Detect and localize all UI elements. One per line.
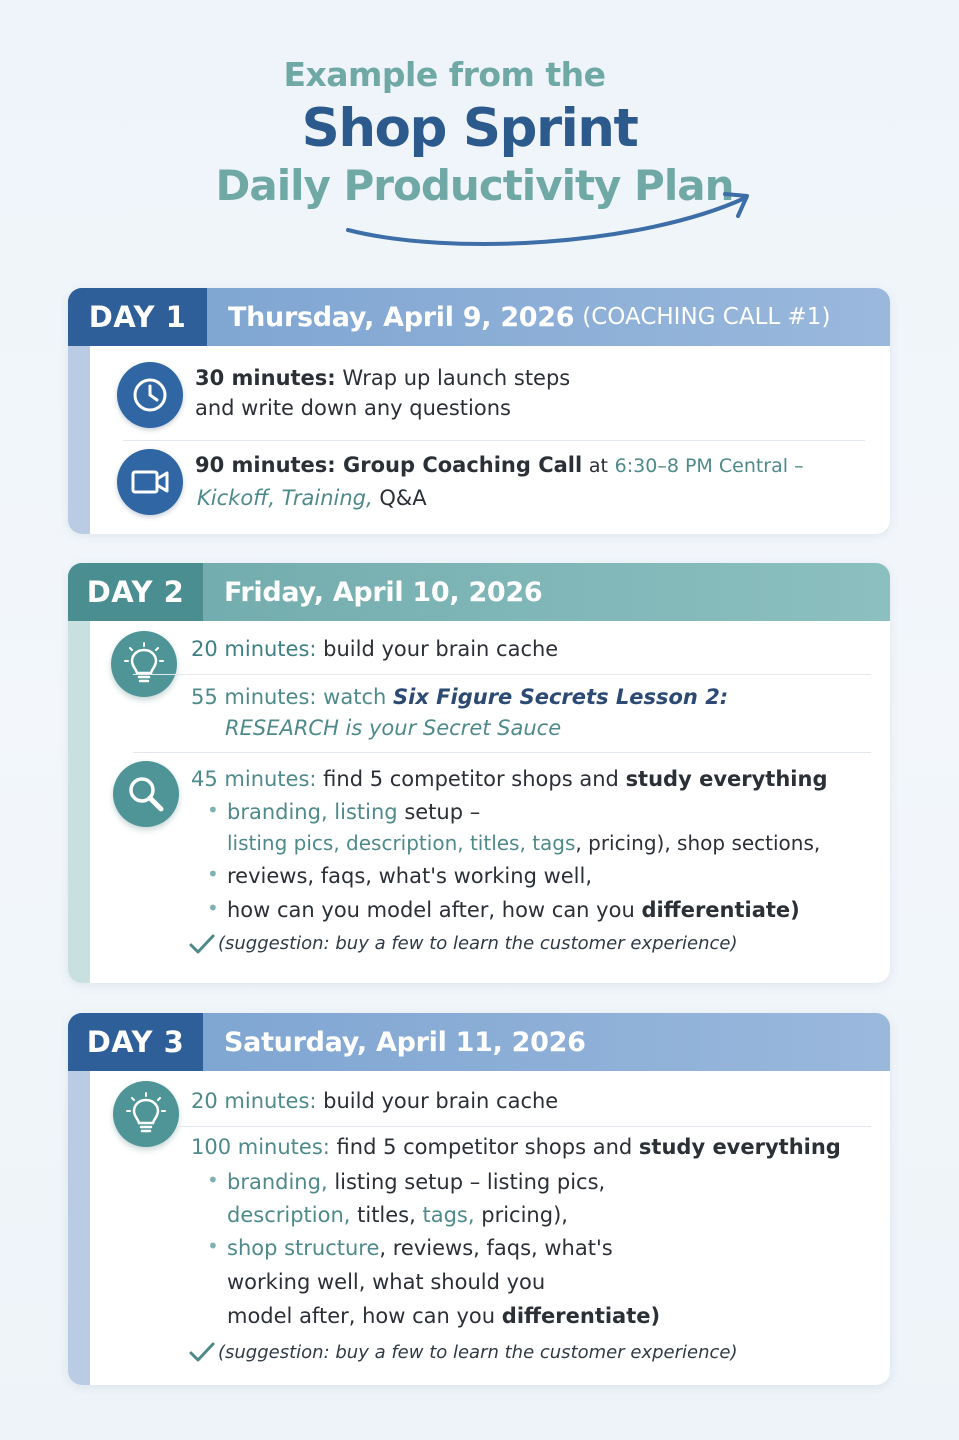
bullet-text: model after, how can you (227, 1304, 496, 1328)
day-3-bullet-1-line-a (227, 1167, 605, 1197)
day-2-date: Friday, April 10, 2026 (224, 576, 543, 608)
bullet-text: how can you model after, how can you (227, 898, 635, 922)
lightbulb-icon (113, 1081, 179, 1147)
task-text: build your brain cache (323, 1089, 559, 1113)
duration: 20 minutes: (191, 1089, 317, 1113)
title-line-1: Example from the (283, 55, 606, 94)
divider (123, 440, 865, 441)
day-1-date-text: Thursday, April 9, 2026 (228, 301, 575, 333)
at-text: at (588, 455, 608, 477)
duration: 30 minutes: (195, 366, 336, 390)
video-camera-icon (117, 449, 183, 515)
day-2-card (68, 563, 890, 983)
checkmark-icon (188, 933, 216, 957)
lesson-title: Six Figure Secrets Lesson 2: (393, 685, 729, 709)
day-3-bullet-2-line-c (227, 1301, 660, 1331)
bullet-teal: description, (227, 1203, 351, 1227)
day-2-bullet-2: reviews, faqs, what's working well, (227, 864, 593, 888)
day-2-bullet-1-line-a (227, 797, 480, 827)
call-time: 6:30–8 PM Central – (614, 455, 804, 477)
bullet-teal: branding, (227, 1170, 328, 1194)
day-3-suggestion: (suggestion: buy a few to learn the customer experience) (218, 1342, 738, 1363)
clock-icon (117, 362, 183, 428)
day-3-label: DAY 3 (68, 1013, 203, 1071)
title-line-3: Daily Productivity Plan (215, 161, 734, 210)
swoosh-arrow-icon (340, 186, 760, 256)
task-text: find 5 competitor shops and (323, 767, 619, 791)
bullet-dot: • (207, 1234, 219, 1258)
title-line-2: Shop Sprint (301, 98, 638, 159)
call-topics-end: Q&A (379, 486, 427, 510)
day-1-header (68, 288, 890, 346)
bullet-dot: • (207, 862, 219, 886)
day-3-date: Saturday, April 11, 2026 (224, 1026, 586, 1058)
day-2-bullet-1-line-b (227, 828, 820, 858)
bullet-dot: • (207, 896, 219, 920)
watch-text: watch (323, 685, 387, 709)
call-topics: Kickoff, Training, (197, 486, 373, 510)
lightbulb-icon (111, 631, 177, 697)
duration: 45 minutes: (191, 767, 317, 791)
divider (178, 1126, 871, 1127)
day-3-bullet-2-line-a (227, 1233, 613, 1263)
bullet-text: setup – (404, 800, 481, 824)
checkmark-icon (188, 1341, 216, 1365)
bullet-text: , pricing), shop sections, (575, 831, 821, 855)
day-2-item-2-line-a (191, 682, 728, 712)
bullet-dot: • (207, 1168, 219, 1192)
task-text: Wrap up launch steps (342, 366, 571, 390)
bullet-teal: shop structure (227, 1236, 380, 1260)
day-1-item-1-line-a (195, 363, 570, 393)
bullet-text: , reviews, faqs, what's (379, 1236, 613, 1260)
bullet-text: titles, (357, 1203, 416, 1227)
bullet-text-bold: differentiate) (501, 1304, 661, 1328)
duration: 100 minutes: (191, 1135, 330, 1159)
task-text: find 5 competitor shops and (336, 1135, 633, 1159)
day-1-item-2-line-b (197, 483, 427, 513)
duration: 55 minutes: (191, 685, 317, 709)
task-text-bold: study everything (625, 767, 828, 791)
bullet-teal: listing pics, description, titles, tags (227, 831, 576, 855)
day-3-item-2-line-a (191, 1132, 841, 1162)
divider (133, 674, 871, 675)
task-text-bold: study everything (638, 1135, 841, 1159)
day-2-item-1 (191, 634, 558, 664)
day-3-bullet-2-line-b: working well, what should you (227, 1270, 546, 1294)
day-1-label: DAY 1 (68, 288, 207, 346)
duration: 20 minutes: (191, 637, 317, 661)
bullet-text: pricing), (481, 1203, 568, 1227)
day-3-item-1 (191, 1086, 558, 1116)
day-2-item-3-line-a (191, 764, 827, 794)
day-3-bullet-1-line-b (227, 1200, 568, 1230)
bullet-text-bold: differentiate) (641, 898, 800, 922)
day-2-bullet-3 (227, 895, 800, 925)
day-2-header (68, 563, 890, 621)
day-1-item-2-line-a (195, 450, 804, 481)
day-3-header (68, 1013, 890, 1071)
day-2-suggestion: (suggestion: buy a few to learn the customer experience) (218, 933, 738, 954)
day-1-item-1-line-b: and write down any questions (195, 396, 511, 420)
bullet-teal: tags, (422, 1203, 475, 1227)
task-text: build your brain cache (323, 637, 559, 661)
day-1-date (228, 288, 830, 346)
bullet-teal: branding, listing (227, 800, 398, 824)
day-1-card (68, 288, 890, 534)
day-1-date-note: (COACHING CALL #1) (582, 304, 831, 330)
card-rail (68, 563, 90, 983)
call-title: 90 minutes: Group Coaching Call (195, 453, 583, 477)
magnifier-icon (113, 761, 179, 827)
bullet-dot: • (207, 798, 219, 822)
day-2-item-2-line-b: RESEARCH is your Secret Sauce (225, 716, 562, 740)
day-2-label: DAY 2 (68, 563, 203, 621)
day-3-card (68, 1013, 890, 1385)
divider (133, 752, 871, 753)
bullet-text: listing setup – listing pics, (334, 1170, 606, 1194)
